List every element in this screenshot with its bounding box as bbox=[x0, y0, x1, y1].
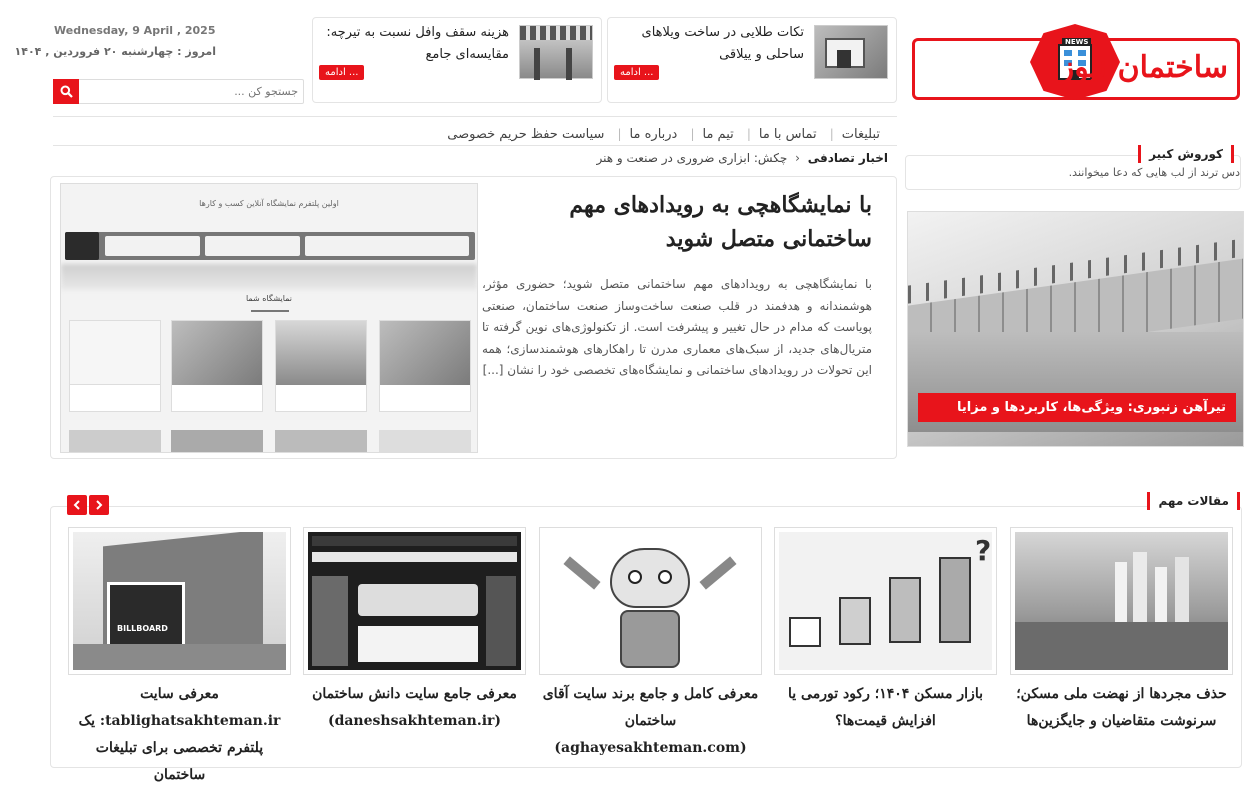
top-news-card-1[interactable] bbox=[607, 17, 897, 103]
featured-post bbox=[50, 176, 897, 459]
article-image[interactable]: BILLBOARD bbox=[68, 527, 291, 675]
search-input[interactable] bbox=[82, 80, 302, 103]
main-menu: تبلیغات| تماس با ما| تیم ما| درباره ما| سیاست حفظ حریم خصوصی bbox=[447, 127, 880, 142]
article-card[interactable] bbox=[303, 527, 526, 752]
screenshot-card bbox=[379, 320, 471, 412]
featured-excerpt: با نمایشگاهچی به رویدادهای مهم ساختمانی متصل شوید؛ حضوری مؤثر، هوشمندانه و هدفمند در قلب صنعت ساخت‌وساز صنعت ساختمان، صنعتی پویاست که مدام در حال تغییر و پیشرفت است. از تکنولوژی‌های نوین گرفته تا متریال‌های جدید، از سبک‌های معماری مدرن تا راهکارهای هوشمندسازی؛ همه این تحولات در رویدادهای ساختمانی و نمایشگاه‌های تخصصی خود را نشان [...] bbox=[482, 277, 872, 377]
articles-title: مقالات مهم bbox=[1147, 492, 1240, 510]
site-logo[interactable] bbox=[912, 24, 1240, 100]
ticker-label: اخبار تصادفی bbox=[807, 151, 888, 165]
screenshot-search-row bbox=[65, 232, 475, 260]
ticker-headline[interactable]: چکش: ابزاری ضروری در صنعت و هنر bbox=[596, 151, 788, 165]
news-ticker bbox=[288, 151, 888, 165]
top-news-card-2[interactable] bbox=[312, 17, 602, 103]
top-news-title[interactable]: هزینه سقف وافل نسبت به تیرچه: مقایسه‌ای جامع bbox=[326, 25, 509, 62]
logo-text bbox=[928, 50, 1228, 85]
screenshot-card bbox=[69, 320, 161, 412]
sidebar-featured-image[interactable] bbox=[907, 211, 1244, 447]
chevron-left-icon bbox=[73, 500, 81, 510]
chevron-right-icon bbox=[95, 500, 103, 510]
article-title[interactable]: حذف مجردها از نهضت ملی مسکن؛ سرنوشت متقاضیان و جایگزین‌ها bbox=[1016, 686, 1227, 729]
articles-next-button[interactable] bbox=[89, 495, 109, 515]
article-image[interactable] bbox=[303, 527, 526, 675]
menu-item-team[interactable]: تیم ما bbox=[702, 127, 734, 142]
persian-date: امروز : چهارشنبه ۲۰ فروردین , ۱۴۰۴ bbox=[14, 45, 216, 58]
screenshot-card bbox=[171, 320, 263, 412]
quote-text: دس ترند از لب هایی که دعا میخوانند. bbox=[1068, 166, 1240, 179]
quote-title: کوروش کبیر bbox=[1138, 145, 1234, 163]
menu-divider-top bbox=[53, 116, 897, 117]
sidebar-image-caption[interactable] bbox=[918, 393, 1236, 422]
search-bar bbox=[53, 79, 304, 104]
articles-prev-button[interactable] bbox=[67, 495, 87, 515]
article-image[interactable]: ? bbox=[774, 527, 997, 675]
article-title[interactable]: معرفی سایت tablighatsakhteman.ir: یک پلتفرم تخصصی برای تبلیغات ساختمان bbox=[78, 686, 281, 783]
top-news-title[interactable]: تکات طلایی در ساخت ویلاهای ساحلی و ییلاقی bbox=[641, 25, 804, 62]
menu-item-contact[interactable]: تماس با ما bbox=[758, 127, 817, 142]
article-image[interactable] bbox=[1010, 527, 1233, 675]
logo-label: ساختمان نیوز bbox=[1059, 50, 1228, 85]
menu-item-ads[interactable]: تبلیغات bbox=[841, 127, 880, 142]
screenshot-header: اولین پلتفرم نمایشگاه آنلاین کسب و کارها bbox=[199, 199, 339, 208]
caption-text: تیرآهن زنبوری: ویژگی‌ها، کاربردها و مزایا bbox=[957, 400, 1226, 415]
article-card[interactable] bbox=[1010, 527, 1233, 752]
article-title[interactable]: معرفی جامع سایت دانش ساختمان (daneshsakhteman.ir) bbox=[312, 686, 517, 729]
featured-title[interactable]: با نمایشگاهچی به رویدادهای مهم ساختمانی متصل شوید bbox=[569, 192, 872, 252]
search-icon bbox=[60, 85, 73, 98]
ticker-arrow-icon: ‹ bbox=[795, 151, 800, 165]
screenshot-section-title: نمایشگاه شما bbox=[245, 294, 292, 303]
article-title[interactable]: معرفی کامل و جامع برند سایت آقای ساختمان (aghayesakhteman.com) bbox=[542, 686, 759, 756]
news-thumbnail bbox=[519, 25, 593, 79]
article-card[interactable] bbox=[68, 527, 291, 783]
menu-item-privacy[interactable]: سیاست حفظ حریم خصوصی bbox=[447, 127, 605, 142]
menu-item-about[interactable]: درباره ما bbox=[629, 127, 678, 142]
article-card[interactable] bbox=[539, 527, 762, 756]
screenshot-card bbox=[275, 320, 367, 412]
menu-divider-bottom bbox=[53, 145, 897, 146]
article-card[interactable] bbox=[774, 527, 997, 752]
search-button[interactable] bbox=[53, 79, 79, 104]
featured-image[interactable] bbox=[60, 183, 478, 453]
english-date: Wednesday, 9 April , 2025 bbox=[54, 24, 216, 37]
read-more-button[interactable]: ادامه ... bbox=[319, 65, 364, 80]
news-thumbnail bbox=[814, 25, 888, 79]
news-badge: NEWS bbox=[1062, 38, 1091, 46]
article-title[interactable]: بازار مسکن ۱۴۰۴؛ رکود تورمی یا افزایش قیمت‌ها؟ bbox=[788, 686, 983, 729]
article-image[interactable] bbox=[539, 527, 762, 675]
read-more-button[interactable]: ادامه ... bbox=[614, 65, 659, 80]
